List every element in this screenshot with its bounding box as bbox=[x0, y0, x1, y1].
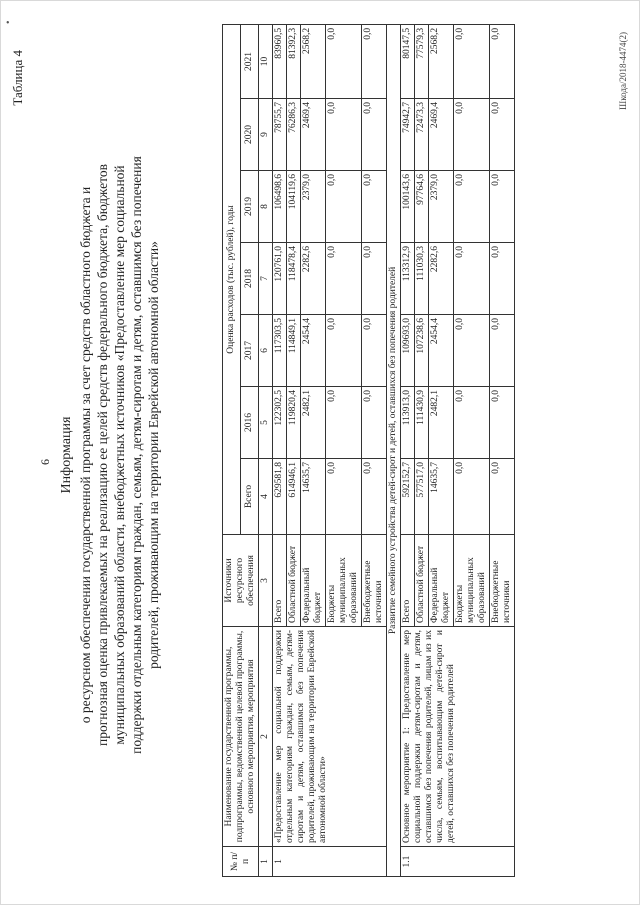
amount-cell: 629581,8 bbox=[273, 459, 287, 535]
amount-cell: 0,0 bbox=[362, 24, 387, 98]
title-heading: Информация bbox=[59, 416, 74, 494]
amount-cell: 2469,4 bbox=[429, 99, 454, 171]
header-year: 2016 bbox=[241, 387, 259, 459]
col-number: 2 bbox=[259, 627, 273, 847]
row-number: 1 bbox=[273, 847, 387, 877]
amount-cell: 2482,1 bbox=[301, 387, 326, 459]
amount-cell: 107238,6 bbox=[415, 315, 429, 387]
amount-cell: 0,0 bbox=[454, 387, 490, 459]
amount-cell: 83960,5 bbox=[273, 24, 287, 98]
funding-source: Бюджеты муниципальных образований bbox=[326, 535, 362, 627]
amount-cell: 2454,4 bbox=[429, 315, 454, 387]
amount-cell: 0,0 bbox=[454, 171, 490, 243]
amount-cell: 0,0 bbox=[454, 459, 490, 535]
amount-cell: 0,0 bbox=[454, 243, 490, 315]
amount-cell: 120761,0 bbox=[273, 243, 287, 315]
measure-rows bbox=[401, 24, 515, 876]
amount-cell: 106498,6 bbox=[273, 171, 287, 243]
amount-cell: 0,0 bbox=[326, 387, 362, 459]
amount-cell: 14635,7 bbox=[301, 459, 326, 535]
amount-cell: 0,0 bbox=[454, 99, 490, 171]
col-number: 1 bbox=[259, 847, 273, 877]
amount-cell: 77579,3 bbox=[415, 24, 429, 98]
header-estimate: Оценка расходов (тыс. рублей), годы bbox=[223, 24, 241, 534]
amount-cell: 119820,4 bbox=[287, 387, 301, 459]
amount-cell: 0,0 bbox=[490, 315, 515, 387]
col-number: 9 bbox=[259, 99, 273, 171]
section-title: Развитие семейного устройства детей-сирот и детей, оставшихся без попечения родителей bbox=[387, 24, 401, 876]
funding-source: Областной бюджет bbox=[415, 535, 429, 627]
footer-code: Шкода/2018-4474(2) bbox=[618, 32, 628, 110]
title-body: о ресурсном обеспечении государственной программы за счет средств областного бюджета и прогнозная оценка привлекаемых на реализацию ее целей средств федерального бюджета, бюджетов муниципальных образований области, внебюджетных источников «Предоставление мер социальной поддержки отдельным категориям граждан, семьям, детям-сиротам и детям, оставшимся без попечения родителей, проживающим на территории Еврейской автономной области» bbox=[78, 156, 161, 754]
page-number: 6 bbox=[38, 459, 52, 465]
amount-cell: 2482,1 bbox=[429, 387, 454, 459]
amount-cell: 100143,6 bbox=[401, 171, 415, 243]
funding-source: Федеральный бюджет bbox=[429, 535, 454, 627]
amount-cell: 0,0 bbox=[490, 243, 515, 315]
amount-cell: 2282,6 bbox=[301, 243, 326, 315]
row-number: 1.1 bbox=[401, 847, 515, 877]
header-year: 2021 bbox=[241, 24, 259, 98]
amount-cell: 0,0 bbox=[326, 243, 362, 315]
amount-cell: 0,0 bbox=[362, 459, 387, 535]
header-total: Всего bbox=[241, 459, 259, 535]
col-number: 10 bbox=[259, 24, 273, 98]
table-row bbox=[273, 24, 287, 876]
amount-cell: 76286,3 bbox=[287, 99, 301, 171]
amount-cell: 113913,0 bbox=[401, 387, 415, 459]
header-year: 2020 bbox=[241, 99, 259, 171]
amount-cell: 2568,2 bbox=[301, 24, 326, 98]
header-num: № п/п bbox=[223, 847, 259, 877]
amount-cell: 109693,0 bbox=[401, 315, 415, 387]
amount-cell: 97764,6 bbox=[415, 171, 429, 243]
amount-cell: 81392,3 bbox=[287, 24, 301, 98]
col-number: 3 bbox=[259, 535, 273, 627]
amount-cell: 122302,5 bbox=[273, 387, 287, 459]
row-name: «Предоставление мер социальной поддержки отдельным категориям граждан, семьям, детям-сиротам и детям, оставшимся без попечения родителей, проживающим на территории Еврейской автономной области» bbox=[273, 627, 387, 847]
amount-cell: 0,0 bbox=[362, 315, 387, 387]
col-number: 6 bbox=[259, 315, 273, 387]
scan-mark: • bbox=[6, 18, 10, 29]
amount-cell: 0,0 bbox=[490, 459, 515, 535]
amount-cell: 0,0 bbox=[362, 171, 387, 243]
funding-source: Областной бюджет bbox=[287, 535, 301, 627]
table-row bbox=[401, 24, 415, 876]
amount-cell: 0,0 bbox=[326, 459, 362, 535]
amount-cell: 0,0 bbox=[362, 99, 387, 171]
funding-source: Всего bbox=[273, 535, 287, 627]
amount-cell: 74942,7 bbox=[401, 99, 415, 171]
col-number: 5 bbox=[259, 387, 273, 459]
amount-cell: 118478,4 bbox=[287, 243, 301, 315]
section-row-group bbox=[387, 24, 401, 876]
amount-cell: 614946,1 bbox=[287, 459, 301, 535]
funding-source: Федеральный бюджет bbox=[301, 535, 326, 627]
amount-cell: 78755,7 bbox=[273, 99, 287, 171]
header-year: 2018 bbox=[241, 243, 259, 315]
program-rows bbox=[273, 24, 387, 876]
amount-cell: 592152,7 bbox=[401, 459, 415, 535]
amount-cell: 2379,0 bbox=[429, 171, 454, 243]
amount-cell: 0,0 bbox=[326, 171, 362, 243]
funding-source: Внебюджетные источники bbox=[490, 535, 515, 627]
amount-cell: 0,0 bbox=[490, 171, 515, 243]
header-year: 2017 bbox=[241, 315, 259, 387]
document-title bbox=[58, 155, 162, 755]
amount-cell: 2568,2 bbox=[429, 24, 454, 98]
amount-cell: 0,0 bbox=[490, 24, 515, 98]
header-year: 2019 bbox=[241, 171, 259, 243]
col-number: 8 bbox=[259, 171, 273, 243]
amount-cell: 113312,9 bbox=[401, 243, 415, 315]
amount-cell: 14635,7 bbox=[429, 459, 454, 535]
amount-cell: 72473,3 bbox=[415, 99, 429, 171]
amount-cell: 0,0 bbox=[362, 387, 387, 459]
amount-cell: 0,0 bbox=[362, 243, 387, 315]
amount-cell: 0,0 bbox=[326, 99, 362, 171]
amount-cell: 577517,0 bbox=[415, 459, 429, 535]
amount-cell: 0,0 bbox=[454, 24, 490, 98]
amount-cell: 0,0 bbox=[326, 315, 362, 387]
amount-cell: 111030,3 bbox=[415, 243, 429, 315]
amount-cell: 111430,9 bbox=[415, 387, 429, 459]
header-source: Источники ресурсного обеспечения bbox=[223, 535, 259, 627]
amount-cell: 2282,6 bbox=[429, 243, 454, 315]
amount-cell: 80147,5 bbox=[401, 24, 415, 98]
amount-cell: 0,0 bbox=[326, 24, 362, 98]
header-name: Наименование государственной программы, подпрограммы, ведомственной целевой программы, основного мероприятия, мероприятия bbox=[223, 627, 259, 847]
amount-cell: 104119,6 bbox=[287, 171, 301, 243]
amount-cell: 117303,5 bbox=[273, 315, 287, 387]
funding-source: Внебюджетные источники bbox=[362, 535, 387, 627]
amount-cell: 2379,0 bbox=[301, 171, 326, 243]
resource-table bbox=[222, 24, 515, 877]
table-label: Таблица 4 bbox=[10, 50, 25, 106]
amount-cell: 0,0 bbox=[454, 315, 490, 387]
column-number-row bbox=[259, 24, 273, 876]
funding-source: Всего bbox=[401, 535, 415, 627]
amount-cell: 2469,4 bbox=[301, 99, 326, 171]
col-number: 4 bbox=[259, 459, 273, 535]
amount-cell: 0,0 bbox=[490, 387, 515, 459]
amount-cell: 2454,4 bbox=[301, 315, 326, 387]
funding-source: Бюджеты муниципальных образований bbox=[454, 535, 490, 627]
col-number: 7 bbox=[259, 243, 273, 315]
row-name: Основное мероприятие 1: Предоставление мер социальной поддержки детям-сиротам и детям, оставшимся без попечения родителей, лицам из их числа, семьям, воспитывающим детей-сирот и детей, оставшихся без попечения родителей bbox=[401, 627, 515, 847]
amount-cell: 114849,1 bbox=[287, 315, 301, 387]
amount-cell: 0,0 bbox=[490, 99, 515, 171]
